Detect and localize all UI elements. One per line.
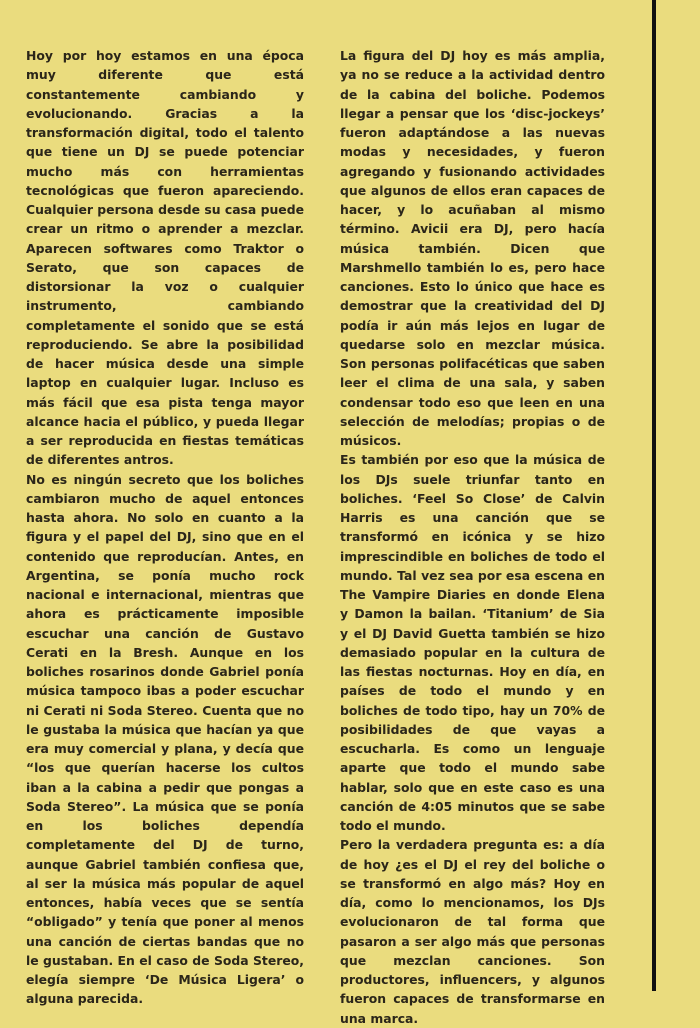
paragraph: Es también por eso que la música de los DJs suele triunfar tanto en boliches. ‘Feel So Close’ de Calvin Harris es una canción que se transformó en icónica y se hizo imprescindible en boliches de todo el mundo. Tal vez sea por esa escena en The Vampire Diaries en donde Elena y Damon la bailan. ‘Titanium’ de Sia y el DJ David Guetta también se hizo demasiado popular en la cultura de las fiestas nocturnas. Hoy en día, en países de todo el mundo y en boliches de todo tipo, hay un 70% de posibilidades de que vayas a escucharla. Es como un lenguaje aparte que todo el mundo sabe hablar, solo que en este caso es una canción de 4:05 minutos que se sabe todo el mundo.	[340, 452, 605, 833]
page-edge-rule	[652, 0, 656, 991]
right-text-column	[340, 46, 605, 1028]
paragraph: Hoy por hoy estamos en una época muy diferente que está constantemente cambiando y evolucionando. Gracias a la transformación digital, todo el talento que tiene un DJ se puede potenciar mucho más con herramientas tecnológicas que fueron apareciendo. Cualquier persona desde su casa puede crear un ritmo o aprender a mezclar. Aparecen softwares como Traktor o Serato, que son capaces de distorsionar la voz o cualquier instrumento, cambiando completamente el sonido que se está reproduciendo. Se abre la posibilidad de hacer música desde una simple laptop en cualquier lugar. Incluso es más fácil que esa pista tenga mayor alcance hacia el público, y pueda llegar a ser reproducida en fiestas temáticas de diferentes antros.	[26, 48, 304, 468]
left-text-column	[26, 46, 304, 1009]
paragraph: Pero la verdadera pregunta es: a día de hoy ¿es el DJ el rey del boliche o se transformó en algo más? Hoy en día, como lo mencionamos, los DJs evolucionaron de tal forma que pasaron a ser algo más que personas que mezclan canciones. Son productores, influencers, y algunos fueron capaces de transformarse en una marca.	[340, 837, 605, 1026]
paragraph: No es ningún secreto que los boliches cambiaron mucho de aquel entonces hasta ahora. No solo en cuanto a la figura y el papel del DJ, sino que en el contenido que reproducían. Antes, en Argentina, se ponía mucho rock nacional e internacional, mientras que ahora es prácticamente imposible escuchar una canción de Gustavo Cerati en la Bresh. Aunque en los boliches rosarinos donde Gabriel ponía música tampoco ibas a poder escuchar ni Cerati ni Soda Stereo. Cuenta que no le gustaba la música que hacían ya que era muy comercial y plana, y decía que “los que querían hacerse los cultos iban a la cabina a pedir que pongas a Soda Stereo”. La música que se ponía en los boliches dependía completamente del DJ de turno, aunque Gabriel también confiesa que, al ser la música más popular de aquel entonces, había veces que se sentía “obligado” y tenía que poner al menos una canción de ciertas bandas que no le gustaban. En el caso de Soda Stereo, elegía siempre ‘De Música Ligera’ o alguna parecida.	[26, 471, 304, 1007]
paragraph: La figura del DJ hoy es más amplia, ya no se reduce a la actividad dentro de la cabina del boliche. Podemos llegar a pensar que los ‘disc-jockeys’ fueron adaptándose a las nuevas modas y necesidades, y fueron agregando y fusionando actividades que algunos de ellos eran capaces de hacer, y lo acuñaban al mismo término. Avicii era DJ, pero hacía música también. Dicen que Marshmello también lo es, pero hace canciones. Esto lo único que hace es demostrar que la creatividad del DJ podía ir aún más lejos en lugar de quedarse solo en mezclar música. Son personas polifacéticas que saben leer el clima de una sala, y saben condensar todo eso que leen en una selección de melodías; propias o de músicos.	[340, 48, 605, 448]
